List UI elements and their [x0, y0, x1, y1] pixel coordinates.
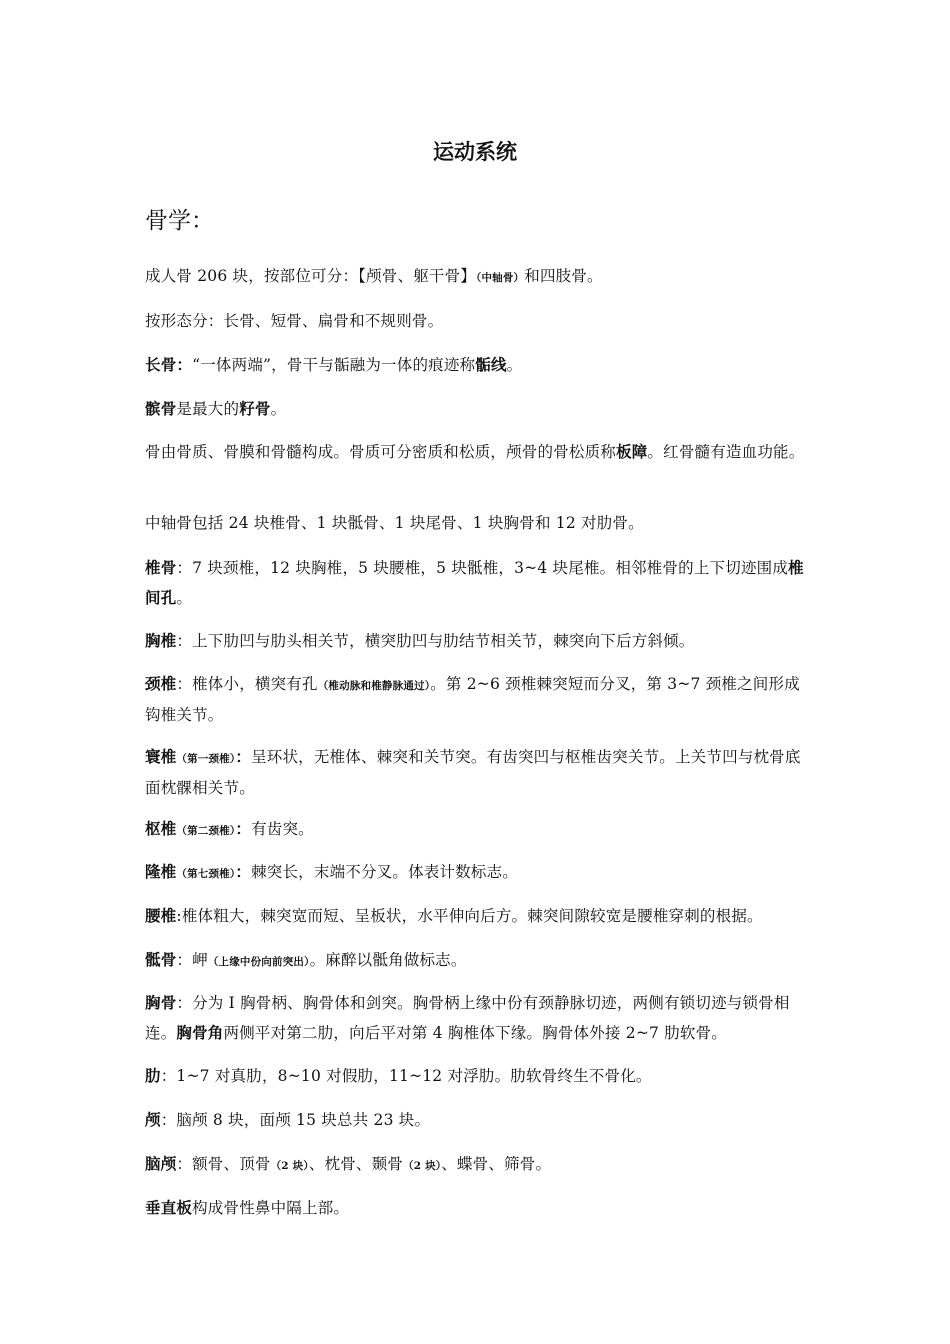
term: 椎骨	[145, 558, 177, 577]
page-title: 运动系统	[433, 139, 517, 164]
text: ：分为 I 胸骨柄、胸骨体和剑突。胸骨柄上缘中份有颈静脉切迹，两侧有锁切迹与锁骨相连。	[145, 994, 790, 1042]
paragraph-bone-structure	[145, 437, 810, 467]
text: 。	[270, 400, 287, 418]
annotation: （上缘中份向前突出）	[207, 956, 310, 968]
paragraph-atlas	[145, 742, 810, 803]
text: ：1~7 对真肋，8~10 对假肋，11~12 对浮肋。肋软骨终生不骨化。	[160, 1067, 652, 1085]
text: 呈环状，无椎体、棘突和关节突。有齿突凹与枢椎齿突关节。上关节凹与枕骨底面枕髁相关节。	[145, 748, 801, 797]
text: 。	[176, 589, 193, 607]
text: 。麻醉以骶角做标志。	[309, 951, 467, 969]
paragraph-axial-skeleton	[145, 509, 810, 538]
paragraph-sternum	[145, 988, 810, 1048]
term: 椎间孔	[145, 558, 804, 607]
paragraph-neurocranium	[145, 1149, 810, 1181]
term: 肋	[145, 1066, 161, 1085]
term: 隆椎	[145, 862, 177, 881]
text: 、枕骨、颞骨	[308, 1155, 404, 1173]
annotation: （2 块）	[403, 1160, 442, 1172]
text: 棘突长，末端不分叉。体表计数标志。	[251, 863, 518, 881]
text: “一体两端”，骨干与骺融为一体的痕迹称	[192, 356, 476, 374]
text: ：上下肋凹与肋头相关节，横突肋凹与肋结节相关节，棘突向下后方斜倾。	[176, 632, 695, 650]
paragraph-long-bone	[145, 350, 810, 380]
term: ：	[235, 819, 252, 838]
text: 两侧平对第二肋，向后平对第 4 胸椎体下缘。胸骨体外接 2~7 肋软骨。	[223, 1024, 727, 1042]
annotation: （中轴骨）	[476, 272, 525, 284]
annotation: （第七颈椎）	[176, 868, 236, 880]
term: 颈椎	[145, 674, 177, 693]
paragraph-bone-shape	[145, 307, 810, 336]
term: 板障	[616, 442, 648, 461]
text: :椎体粗大，棘突宽而短、呈板状，水平伸向后方。棘突间隙较宽是腰椎穿刺的根据。	[176, 907, 763, 925]
text: ：椎体小，横突有孔	[176, 675, 318, 693]
term: 胸骨	[145, 993, 177, 1012]
term: 脑颅	[145, 1154, 177, 1173]
term: 颅	[145, 1110, 161, 1129]
paragraph-skull	[145, 1105, 810, 1135]
text: ：额骨、顶骨	[176, 1155, 271, 1173]
term: 籽骨	[239, 399, 271, 418]
paragraph-ribs	[145, 1061, 810, 1091]
paragraph-vertebra-prominens	[145, 857, 810, 889]
paragraph-cervical-vertebrae	[145, 669, 810, 730]
text: 。	[506, 356, 523, 374]
annotation: （2 块）	[270, 1160, 309, 1172]
term: 髌骨	[145, 399, 177, 418]
term: ：	[235, 747, 252, 766]
term: 胸椎	[145, 631, 177, 650]
paragraph-lumbar-vertebrae	[145, 901, 810, 931]
paragraph-bone-count	[145, 262, 810, 293]
paragraph-thoracic-vertebrae	[145, 626, 810, 656]
term: 腰椎	[145, 906, 177, 925]
paragraph-axis	[145, 814, 810, 846]
text: 中轴骨包括 24 块椎骨、1 块骶骨、1 块尾骨、1 块胸骨和 12 对肋骨。	[145, 514, 644, 532]
text: 、蝶骨、筛骨。	[441, 1155, 552, 1173]
annotation: （第一颈椎）	[176, 753, 236, 765]
term: ：	[235, 862, 252, 881]
text: ：脑颅 8 块，面颅 15 块总共 23 块。	[160, 1111, 431, 1129]
paragraph-vertebrae	[145, 553, 810, 613]
text: ：7 块颈椎，12 块胸椎，5 块腰椎，5 块骶椎，3~4 块尾椎。相邻椎骨的上下切迹围成	[176, 559, 789, 577]
term: 枢椎	[145, 819, 177, 838]
term: 长骨：	[145, 355, 193, 374]
text: 。红骨髓有造血功能。	[647, 443, 805, 461]
text: 和四肢骨。	[524, 267, 603, 285]
text: 是最大的	[176, 400, 240, 418]
text: 构成骨性鼻中隔上部。	[192, 1199, 350, 1217]
text: 。第 2~6 颈椎棘突短而分叉，第 3~7 颈椎之间形成钩椎关节。	[145, 675, 800, 724]
text: 有齿突。	[251, 820, 314, 838]
text: 按形态分：长骨、短骨、扁骨和不规则骨。	[145, 312, 444, 330]
term: 胸骨角	[176, 1023, 224, 1042]
paragraph-patella	[145, 394, 810, 424]
term: 骶骨	[145, 950, 177, 969]
text: ：岬	[176, 951, 208, 969]
annotation: （第二颈椎）	[176, 825, 236, 837]
term: 骺线	[475, 355, 507, 374]
section-heading: 骨学：	[145, 208, 214, 234]
term: 寰椎	[145, 747, 177, 766]
annotation: （椎动脉和椎静脉通过）	[317, 680, 431, 692]
paragraph-perpendicular-plate	[145, 1193, 810, 1223]
term: 垂直板	[145, 1198, 193, 1217]
text: 骨由骨质、骨膜和骨髓构成。骨质可分密质和松质，颅骨的骨松质称	[145, 443, 617, 461]
paragraph-sacrum	[145, 945, 810, 977]
text: 成人骨 206 块，按部位可分：【颅骨、躯干骨】	[145, 267, 476, 285]
